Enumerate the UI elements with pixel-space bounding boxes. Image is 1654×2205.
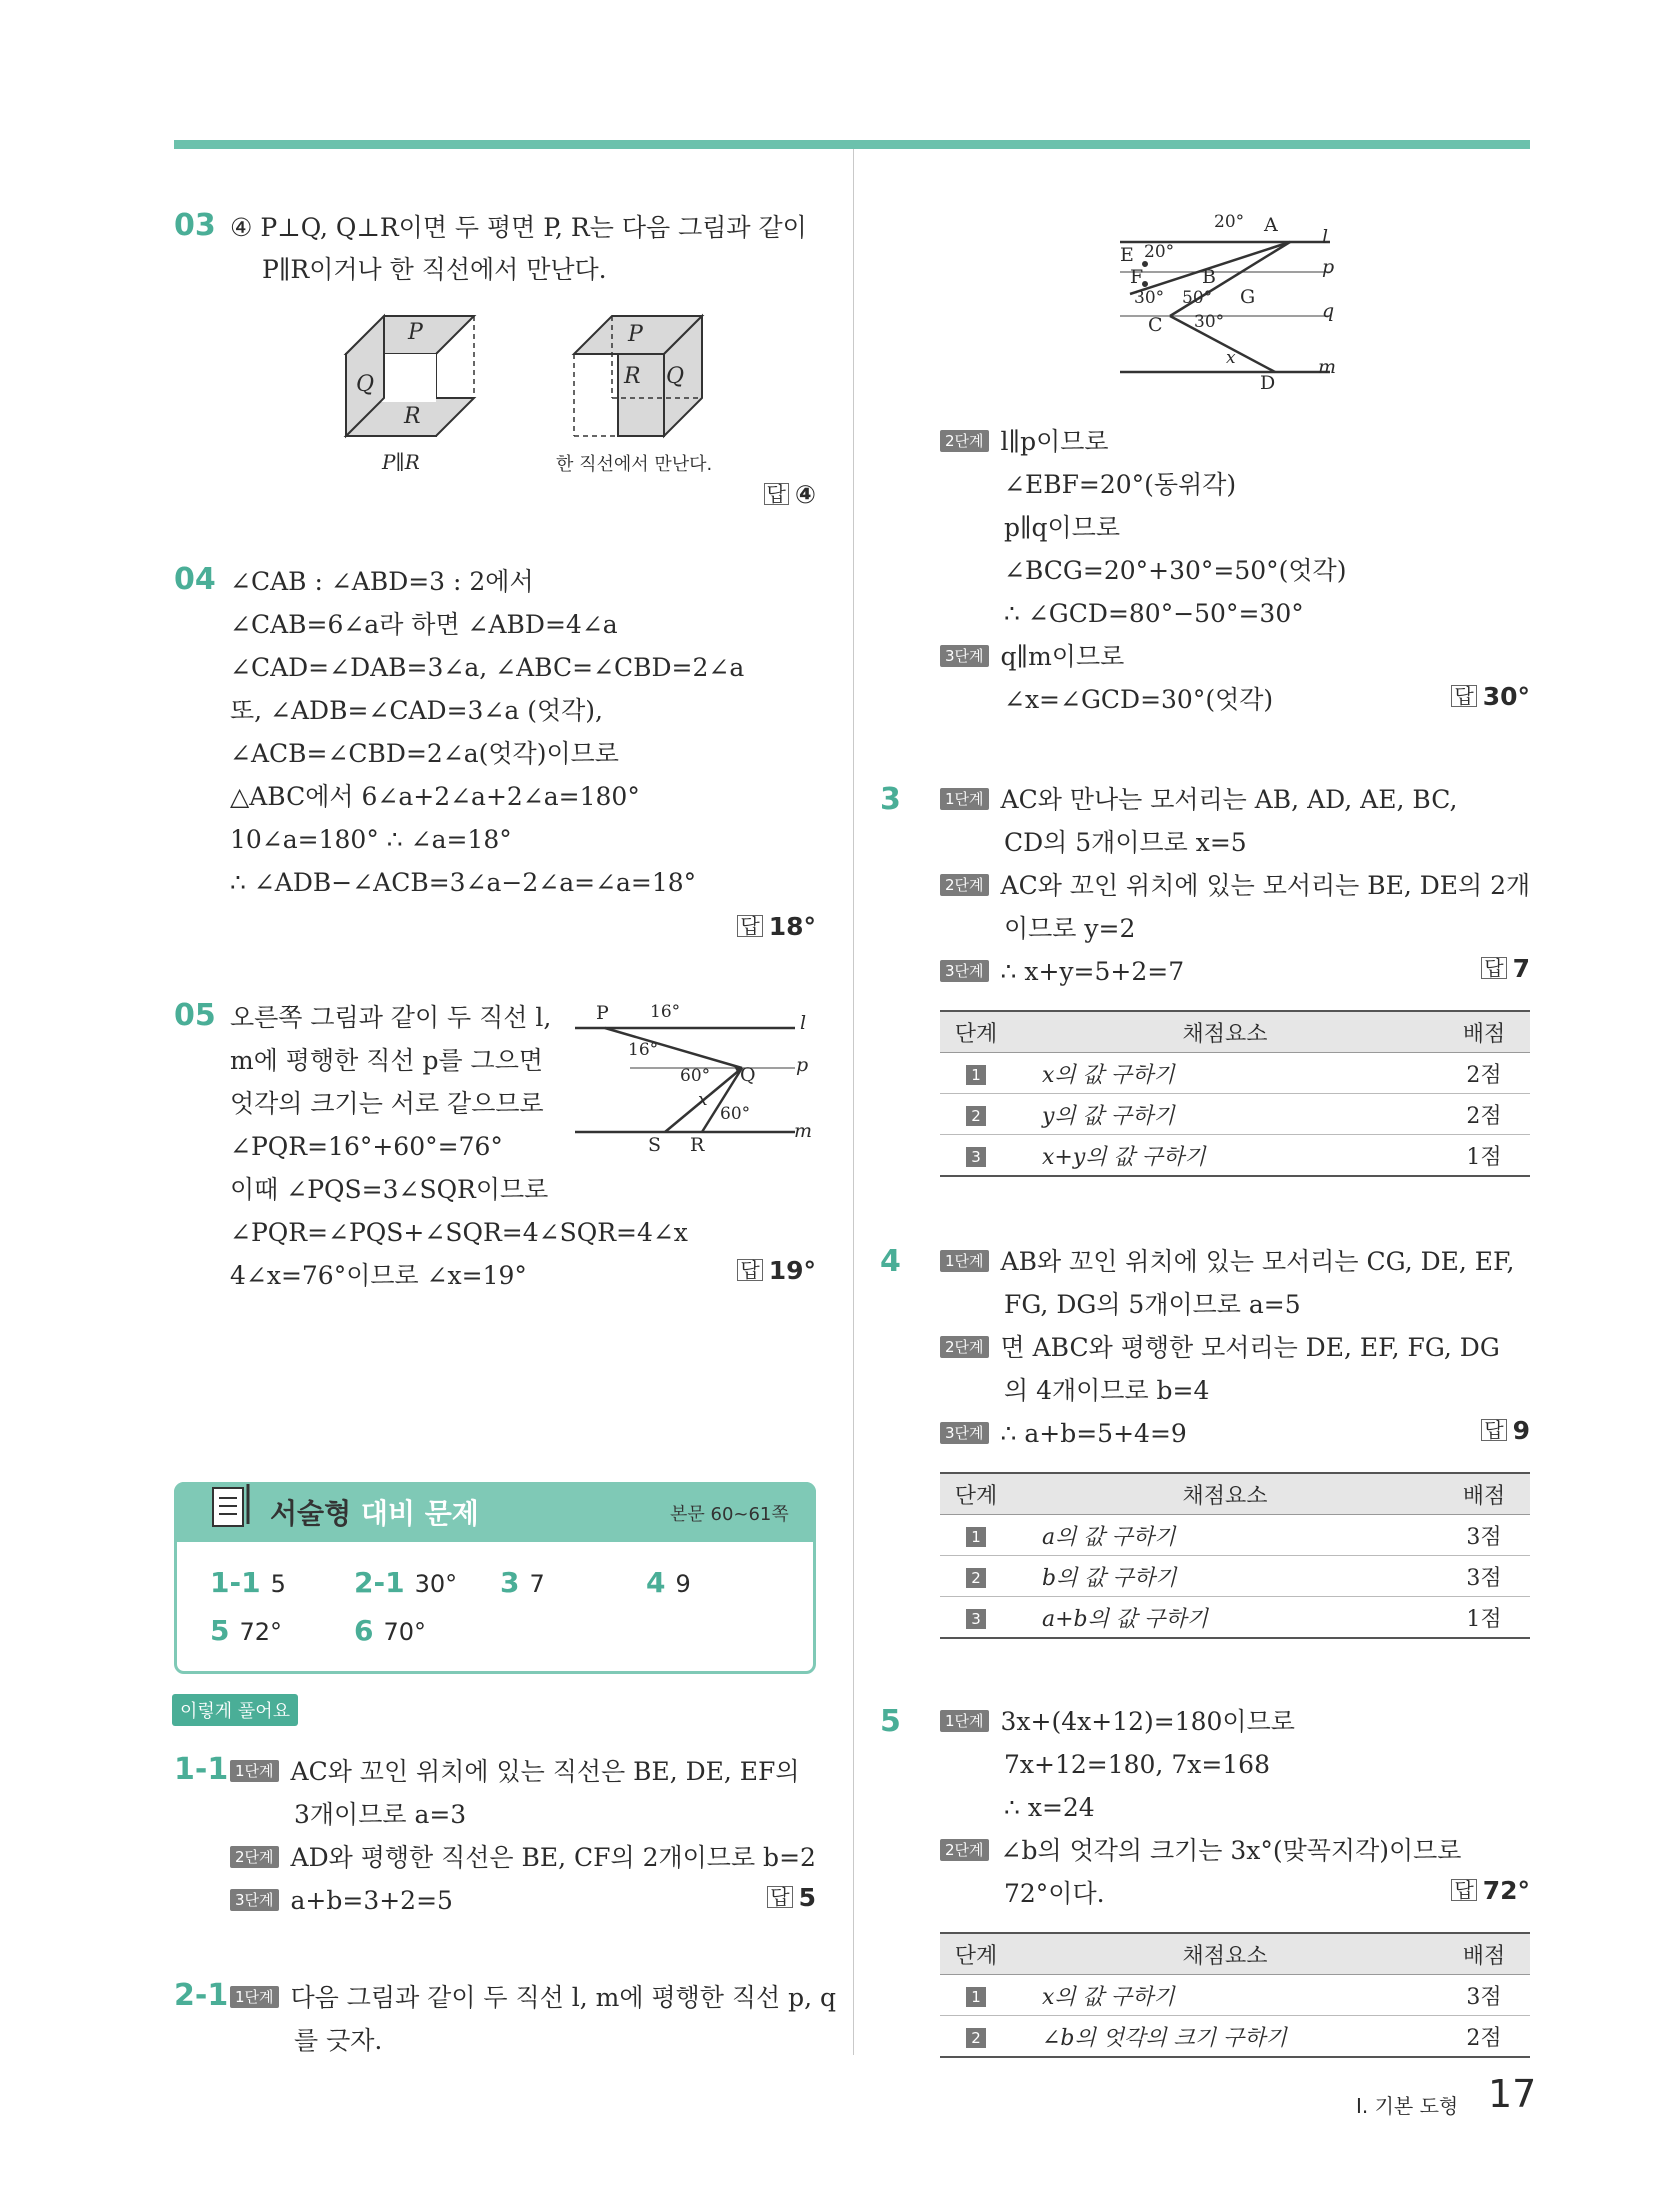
step-text: CD의 5개이므로 x=5	[1004, 828, 1247, 857]
answer-mark	[1400, 1416, 1530, 1445]
q03-line: P∥R이거나 한 직선에서 만난다.	[262, 255, 607, 284]
col-header: 배점	[1438, 1473, 1530, 1515]
q04-line: 또, ∠ADB=∠CAD=3∠a (엇각),	[230, 696, 603, 725]
scoring-table	[940, 1010, 1530, 1177]
q05-line: 오른쪽 그림과 같이 두 직선 l,	[230, 1003, 552, 1032]
q04-line: △ABC에서 6∠a+2∠a+2∠a=180°	[230, 782, 640, 811]
solution-step	[940, 1833, 1461, 1869]
angle-label: 16°	[650, 1002, 681, 1022]
q05-line: 이때 ∠PQS=3∠SQR이므로	[230, 1175, 549, 1204]
step-badge: 1단계	[940, 1710, 989, 1732]
summary-title	[270, 1492, 479, 1532]
step-text: ∴ a+b=5+4=9	[1000, 1419, 1187, 1448]
table-cell: ∠b의 엇각의 크기 구하기	[1012, 2016, 1438, 2058]
summary-item-num: 3	[500, 1566, 520, 1599]
table-row	[940, 1515, 1530, 1556]
solution-step	[230, 1840, 816, 1876]
step-text: 72°이다.	[1004, 1879, 1105, 1908]
solution-step	[230, 1883, 453, 1919]
table-cell: x+y의 값 구하기	[1012, 1135, 1438, 1177]
label-l: l	[1322, 226, 1329, 248]
answer-mark	[700, 1256, 816, 1285]
solution-step	[940, 954, 1184, 990]
label-G: G	[1240, 286, 1256, 308]
step-text: 를 긋자.	[294, 2026, 383, 2055]
step-num: 3	[966, 1147, 986, 1167]
step-badge: 2단계	[940, 430, 989, 452]
step-text: p∥q이므로	[1004, 513, 1121, 542]
col-header: 배점	[1438, 1933, 1530, 1975]
answer-mark	[700, 480, 816, 509]
summary-page-ref: 본문 60~61쪽	[670, 1504, 789, 1525]
angle-label: 20°	[1144, 242, 1175, 262]
label-r: R	[624, 364, 641, 389]
label-q: Q	[666, 364, 685, 389]
table-row	[940, 1094, 1530, 1135]
table-cell: b의 값 구하기	[1012, 1556, 1438, 1597]
answer-value: 72°	[1482, 1876, 1530, 1905]
q05-line: m에 평행한 직선 p를 그으면	[230, 1046, 543, 1075]
label-F: F	[1130, 266, 1144, 288]
summary-item-value: 70°	[383, 1618, 427, 1646]
label-x: x	[1226, 348, 1236, 368]
label-B: B	[1202, 266, 1216, 288]
solution-step	[940, 1416, 1187, 1452]
solution-step	[940, 782, 1457, 818]
step-text: l∥p이므로	[1000, 427, 1109, 456]
label-A: A	[1264, 214, 1278, 236]
step-text: 7x+12=180, 7x=168	[1004, 1750, 1270, 1779]
problem-number: 03	[174, 208, 216, 243]
solve-tag: 이렇게 풀어요	[172, 1694, 298, 1726]
problem-number: 1-1	[174, 1752, 229, 1787]
step-text: 다음 그림과 같이 두 직선 l, m에 평행한 직선 p, q	[290, 1983, 837, 2012]
footer-section: I. 기본 도형	[1356, 2094, 1459, 2118]
step-num: 1	[966, 1527, 986, 1547]
step-badge: 2단계	[940, 1839, 989, 1861]
step-text: AC와 꼬인 위치에 있는 직선은 BE, DE, EF의	[290, 1757, 800, 1786]
step-text: AC와 꼬인 위치에 있는 모서리는 BE, DE의 2개	[1000, 871, 1531, 900]
col-header: 채점요소	[1012, 1933, 1438, 1975]
solution-step	[230, 1754, 800, 1790]
top-accent-bar	[174, 140, 1530, 149]
table-cell: 1점	[1438, 1135, 1530, 1177]
table-cell: 2점	[1438, 1094, 1530, 1135]
summary-item-num: 1-1	[210, 1566, 261, 1599]
summary-title-a: 서술형	[270, 1497, 352, 1530]
label-m: m	[1318, 356, 1337, 378]
answer-box: 답	[737, 1259, 762, 1281]
step-text: FG, DG의 5개이므로 a=5	[1004, 1290, 1301, 1319]
answer-value: 19°	[768, 1256, 816, 1285]
label-p: p	[796, 1054, 809, 1076]
table-row	[940, 1135, 1530, 1177]
step-badge: 3단계	[230, 1889, 279, 1911]
table-row	[940, 1597, 1530, 1639]
step-badge: 2단계	[940, 874, 989, 896]
angle-label: 20°	[1214, 212, 1245, 232]
table-row	[940, 1556, 1530, 1597]
q05-line: 엇각의 크기는 서로 같으므로	[230, 1089, 544, 1118]
step-text: 면 ABC와 평행한 모서리는 DE, EF, FG, DG	[1000, 1333, 1500, 1362]
step-num: 3	[966, 1609, 986, 1629]
problem-number: 5	[880, 1704, 901, 1739]
step-text: ∴ x+y=5+2=7	[1000, 957, 1185, 986]
step-text: 3개이므로 a=3	[294, 1800, 467, 1829]
summary-item-value: 5	[270, 1570, 286, 1598]
step-badge: 3단계	[940, 1422, 989, 1444]
label-S: S	[648, 1134, 662, 1156]
answer-value: 30°	[1482, 682, 1530, 711]
step-badge: 1단계	[230, 1760, 279, 1782]
summary-item	[354, 1614, 426, 1647]
scoring-table	[940, 1932, 1530, 2058]
answer-box: 답	[1481, 957, 1506, 979]
step-text: 3x+(4x+12)=180이므로	[1000, 1707, 1295, 1736]
q05-line: ∠PQR=∠PQS+∠SQR=4∠SQR=4∠x	[230, 1218, 688, 1247]
q04-line: ∠CAB=6∠a라 하면 ∠ABD=4∠a	[230, 610, 618, 639]
answer-mark	[1400, 954, 1530, 983]
step-badge: 1단계	[940, 1250, 989, 1272]
solution-step	[230, 1980, 836, 2016]
angle-label: 60°	[720, 1104, 751, 1124]
step-text: a+b=3+2=5	[290, 1886, 453, 1915]
table-row	[940, 1053, 1530, 1094]
table-cell: 1점	[1438, 1597, 1530, 1639]
label-l: l	[800, 1012, 807, 1034]
answer-value: 5	[798, 1883, 816, 1912]
label-q: Q	[356, 372, 375, 397]
step-text: ∠x=∠GCD=30°(엇각)	[1004, 685, 1274, 714]
step-badge: 1단계	[940, 788, 989, 810]
table-cell: x의 값 구하기	[1012, 1053, 1438, 1094]
scoring-table	[940, 1472, 1530, 1639]
solution-step	[940, 868, 1530, 904]
table-cell: 2점	[1438, 1053, 1530, 1094]
step-text: ∠EBF=20°(동위각)	[1004, 470, 1237, 499]
problem-number: 4	[880, 1244, 901, 1279]
answer-box: 답	[1481, 1419, 1506, 1441]
label-R: R	[690, 1134, 705, 1156]
solution-step	[940, 1704, 1295, 1740]
table-row	[940, 1975, 1530, 2016]
q03-line: ④ P⊥Q, Q⊥R이면 두 평면 P, R는 다음 그림과 같이	[230, 213, 807, 242]
answer-box: 답	[737, 915, 762, 937]
answer-box: 답	[1451, 1879, 1476, 1901]
label-Q: Q	[740, 1064, 756, 1086]
col-header: 배점	[1438, 1011, 1530, 1053]
step-num: 1	[966, 1065, 986, 1085]
q04-line: 10∠a=180° ∴ ∠a=18°	[230, 825, 512, 854]
q04-line: ∠ACB=∠CBD=2∠a(엇각)이므로	[230, 739, 619, 768]
step-text: ∠b의 엇각의 크기는 3x°(맞꼭지각)이므로	[1000, 1836, 1462, 1865]
solution-step	[940, 424, 1109, 460]
label-P: P	[596, 1002, 609, 1024]
solution-step	[940, 1244, 1514, 1280]
step-text: q∥m이므로	[1000, 642, 1125, 671]
figure-caption: P∥R	[382, 450, 420, 474]
angle-label: 16°	[628, 1040, 659, 1060]
table-cell: 3점	[1438, 1975, 1530, 2016]
page-number: 17	[1488, 2072, 1537, 2116]
col-header: 채점요소	[1012, 1473, 1438, 1515]
answer-value: 9	[1512, 1416, 1530, 1445]
answer-mark	[700, 1883, 816, 1912]
summary-item-value: 30°	[414, 1570, 458, 1598]
step-text: ∴ x=24	[1004, 1793, 1095, 1822]
table-cell: x의 값 구하기	[1012, 1975, 1438, 2016]
answer-mark	[700, 912, 816, 941]
answer-mark	[1400, 1876, 1530, 1905]
summary-item-num: 2-1	[354, 1566, 405, 1599]
step-num: 2	[966, 1106, 986, 1126]
table-cell: a+b의 값 구하기	[1012, 1597, 1438, 1639]
angle-label: 50°	[1182, 288, 1213, 308]
q04-line: ∴ ∠ADB−∠ACB=3∠a−2∠a=∠a=18°	[230, 868, 697, 897]
problem-number: 04	[174, 562, 216, 597]
label-p: P	[628, 322, 643, 347]
answer-value: ④	[794, 480, 816, 509]
summary-item-value: 7	[529, 1570, 545, 1598]
answer-box: 답	[767, 1886, 792, 1908]
step-num: 2	[966, 2028, 986, 2048]
label-D: D	[1260, 372, 1276, 394]
summary-item	[500, 1566, 545, 1599]
label-x: x	[698, 1090, 708, 1110]
column-divider	[853, 149, 854, 2055]
answer-value: 7	[1512, 954, 1530, 983]
step-badge: 3단계	[940, 960, 989, 982]
problem-number: 05	[174, 998, 216, 1033]
step-text: AB와 꼬인 위치에 있는 모서리는 CG, DE, EF,	[1000, 1247, 1515, 1276]
col-header: 단계	[940, 1933, 1012, 1975]
col-header: 채점요소	[1012, 1011, 1438, 1053]
q05-line: 4∠x=76°이므로 ∠x=19°	[230, 1261, 527, 1290]
col-header: 단계	[940, 1473, 1012, 1515]
solution-step	[940, 639, 1124, 675]
figure-caption: 한 직선에서 만난다.	[556, 454, 713, 475]
step-text: ∴ ∠GCD=80°−50°=30°	[1004, 599, 1304, 628]
label-p: P	[408, 320, 423, 345]
summary-title-b: 대비 문제	[360, 1497, 479, 1530]
label-r: R	[404, 404, 421, 429]
step-text: AD와 평행한 직선은 BE, CF의 2개이므로 b=2	[290, 1843, 816, 1872]
step-num: 2	[966, 1568, 986, 1588]
summary-item	[210, 1566, 286, 1599]
q04-line: ∠CAB : ∠ABD=3 : 2에서	[230, 567, 534, 596]
angle-label: 30°	[1134, 288, 1165, 308]
summary-item-value: 72°	[239, 1618, 283, 1646]
summary-item	[646, 1566, 691, 1599]
step-text: 이므로 y=2	[1004, 914, 1136, 943]
step-text: 의 4개이므로 b=4	[1004, 1376, 1210, 1405]
step-text: ∠BCG=20°+30°=50°(엇각)	[1004, 556, 1347, 585]
step-badge: 1단계	[230, 1986, 279, 2008]
table-row	[940, 2016, 1530, 2058]
label-p: p	[1322, 256, 1335, 278]
step-badge: 3단계	[940, 645, 989, 667]
table-cell: 3점	[1438, 1556, 1530, 1597]
answer-box: 답	[1451, 685, 1476, 707]
summary-item-num: 5	[210, 1614, 230, 1647]
step-badge: 2단계	[230, 1846, 279, 1868]
label-m: m	[794, 1120, 813, 1142]
answer-mark	[1400, 682, 1530, 711]
q04-line: ∠CAD=∠DAB=3∠a, ∠ABC=∠CBD=2∠a	[230, 653, 745, 682]
step-badge: 2단계	[940, 1336, 989, 1358]
table-cell: 2점	[1438, 2016, 1530, 2058]
table-cell: y의 값 구하기	[1012, 1094, 1438, 1135]
summary-item	[210, 1614, 282, 1647]
angle-label: 60°	[680, 1066, 711, 1086]
step-text: AC와 만나는 모서리는 AB, AD, AE, BC,	[1000, 785, 1458, 814]
clipboard-icon	[210, 1480, 254, 1532]
summary-item	[354, 1566, 457, 1599]
table-cell: 3점	[1438, 1515, 1530, 1556]
summary-item-value: 9	[675, 1570, 691, 1598]
label-E: E	[1120, 244, 1134, 266]
table-cell: a의 값 구하기	[1012, 1515, 1438, 1556]
q05-line: ∠PQR=16°+60°=76°	[230, 1132, 503, 1161]
label-C: C	[1148, 314, 1163, 336]
summary-item-num: 4	[646, 1566, 666, 1599]
col-header: 단계	[940, 1011, 1012, 1053]
summary-item-num: 6	[354, 1614, 374, 1647]
problem-number: 2-1	[174, 1978, 229, 2013]
answer-box: 답	[764, 483, 789, 505]
angle-label: 30°	[1194, 312, 1225, 332]
solution-step	[940, 1330, 1500, 1366]
step-num: 1	[966, 1987, 986, 2007]
label-q: q	[1322, 300, 1335, 322]
answer-value: 18°	[768, 912, 816, 941]
problem-number: 3	[880, 782, 901, 817]
